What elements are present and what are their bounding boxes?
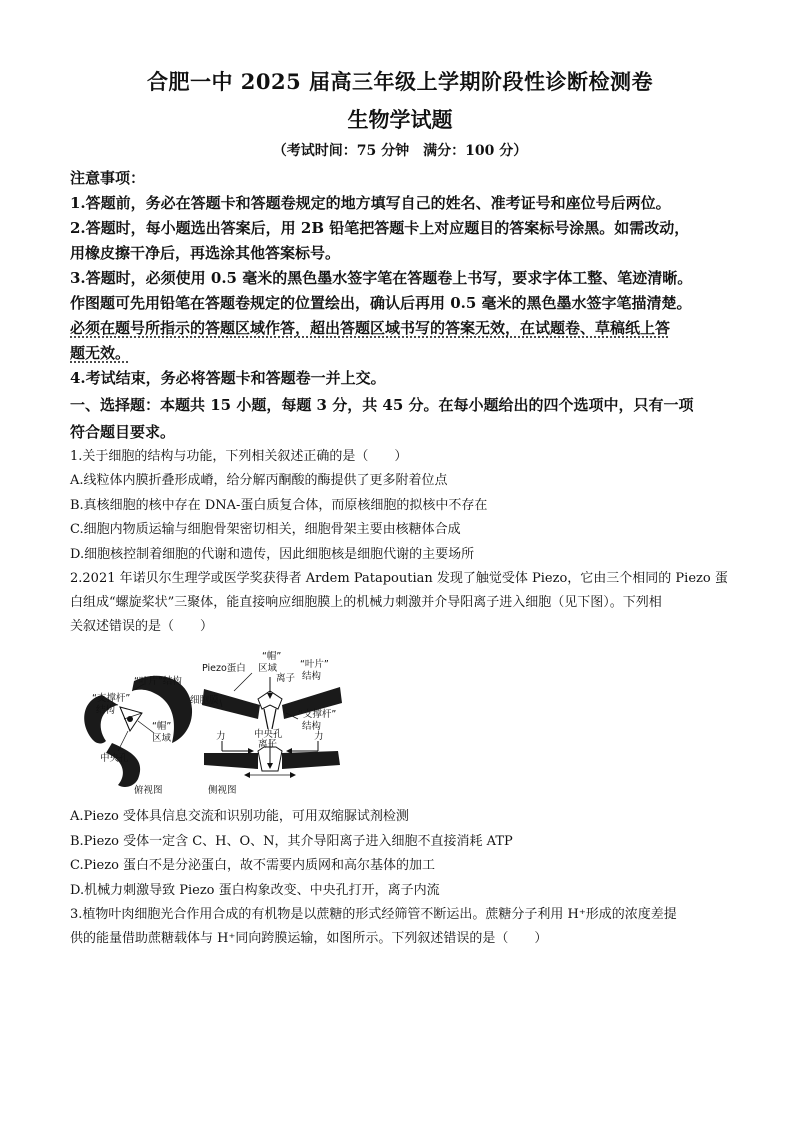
- label-strut-right-a: “支撑杆”: [298, 709, 337, 720]
- q1-option-a: A.线粒体内膜折叠形成嵴，给分解丙酮酸的酶提供了更多附着位点: [70, 473, 448, 488]
- label-cap-left-b: 区域: [152, 733, 172, 744]
- q1-option-b: B.真核细胞的核中存在 DNA-蛋白质复合体，而原核细胞的拟核中不存在: [70, 497, 488, 513]
- piezo-diagram: [72, 647, 362, 797]
- notice-item-3d: 题无效。: [70, 344, 131, 362]
- caption-side-view: 侧视图: [208, 785, 237, 796]
- label-ion-mid: 离子: [258, 739, 278, 750]
- q2-option-a: A.Piezo 受体具信息交流和识别功能，可用双缩脲试剂检测: [70, 809, 409, 824]
- q2-stem-c: 关叙述错误的是（ ）: [70, 619, 214, 634]
- label-pore-right: 中央孔: [254, 729, 283, 740]
- label-blade-right-a: “叶片”: [300, 659, 329, 670]
- label-cap-right-b: 区域: [258, 663, 278, 674]
- q2-option-c: C.Piezo 蛋白不是分泌蛋白，故不需要内质网和高尔基体的加工: [70, 858, 436, 873]
- q1-option-c: C.细胞内物质运输与细胞骨架密切相关，细胞骨架主要由核糖体合成: [70, 522, 461, 537]
- label-cap-left-a: “帽”: [152, 721, 172, 732]
- notice-heading: 注意事项：: [70, 169, 146, 187]
- label-cap-right-a: “帽”: [262, 651, 282, 662]
- exam-time-info: （考试时间：75 分钟 满分：100 分）: [272, 143, 528, 159]
- question-3: [70, 903, 730, 951]
- exam-page: [70, 66, 730, 951]
- q2-option-b: B.Piezo 受体一定含 C、H、O、N，其介导阳离子进入细胞不直接消耗 ATP: [70, 833, 513, 849]
- label-blade-right-b: 结构: [302, 671, 322, 682]
- piezo-figure: [72, 647, 362, 797]
- question-1: [70, 445, 730, 567]
- q2-stem-b: 白组成“螺旋桨状”三聚体，能直接响应细胞膜上的机械力刺激并介导阳离子进入细胞（见下图）。下列相: [70, 595, 662, 610]
- question-2: [70, 567, 730, 903]
- label-force-left: 力: [216, 731, 226, 742]
- label-piezo-protein: Piezo蛋白: [202, 663, 246, 674]
- label-ion-top: 离子: [276, 673, 296, 684]
- notice-block: [70, 166, 730, 391]
- caption-top-view: 俯视图: [134, 785, 163, 796]
- label-blade-left: “叶片”结构: [134, 676, 182, 687]
- q2-stem-a: 2.2021 年诺贝尔生理学或医学奖获得者 Ardem Patapoutian 发现了触觉受体 Piezo，它由三个相同的 Piezo 蛋: [70, 571, 728, 586]
- notice-item-4: 4.考试结束，务必将答题卡和答题卷一并上交。: [70, 369, 386, 387]
- q2-option-d: D.机械力刺激导致 Piezo 蛋白构象改变、中央孔打开，离子内流: [70, 882, 440, 898]
- notice-item-3c: 必须在题号所指示的答题区域作答，超出答题区域书写的答案无效，在试题卷、草稿纸上答: [70, 319, 671, 337]
- q1-stem: 1.关于细胞的结构与功能，下列相关叙述正确的是（ ）: [70, 449, 408, 464]
- q3-stem-a: 3.植物叶肉细胞光合作用合成的有机物是以蔗糖的形式经筛管不断运出。蔗糖分子利用 H⁺形成的浓度差提: [70, 907, 677, 922]
- label-strut-right-b: 结构: [302, 721, 322, 732]
- section-1-heading-a: 一、选择题：本题共 15 小题，每题 3 分，共 45 分。在每小题给出的四个选项中，只有一项: [70, 396, 694, 414]
- q1-option-d: D.细胞核控制着细胞的代谢和遗传，因此细胞核是细胞代谢的主要场所: [70, 546, 475, 562]
- notice-item-2a: 2.答题时，每小题选出答案后，用 2B 铅笔把答题卡上对应题目的答案标号涂黑。如需改动，: [70, 219, 690, 237]
- notice-item-3a: 3.答题时，必须使用 0.5 毫米的黑色墨水签字笔在答题卷上书写，要求字体工整、笔迹清晰。: [70, 269, 693, 287]
- q3-stem-b: 供的能量借助蔗糖载体与 H⁺同向跨膜运输，如图所示。下列叙述错误的是（ ）: [70, 931, 548, 946]
- notice-item-1: 1.答题前，务必在答题卡和答题卷规定的地方填写自己的姓名、准考证号和座位号后两位。: [70, 194, 671, 212]
- label-pore-left: 中央孔: [100, 753, 129, 764]
- label-force-right: 力: [314, 731, 324, 742]
- label-membrane: 细胞膜: [190, 695, 219, 706]
- exam-title: 合肥一中 2025 届高三年级上学期阶段性诊断检测卷: [146, 69, 654, 94]
- exam-subtitle: 生物学试题: [347, 107, 453, 132]
- label-strut-left-b: 结构: [96, 705, 116, 716]
- notice-item-3b: 作图题可先用铅笔在答题卷规定的位置绘出，确认后再用 0.5 毫米的黑色墨水签字笔描清楚。: [70, 294, 692, 312]
- label-strut-left-a: “支撑杆”: [92, 693, 131, 704]
- section-1-heading-b: 符合题目要求。: [70, 423, 176, 441]
- notice-item-2b: 用橡皮擦干净后，再选涂其他答案标号。: [70, 244, 341, 262]
